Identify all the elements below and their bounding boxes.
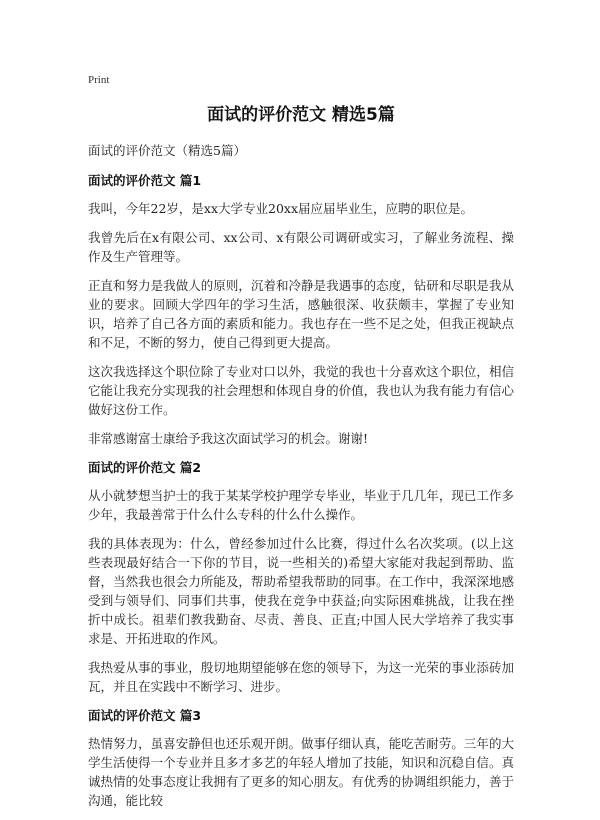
- paragraph: 我曾先后在x有限公司、xx公司、x有限公司调研或实习，了解业务流程、操作及生产管理等。: [88, 230, 514, 264]
- paragraph: 热情努力，虽喜安静但也还乐观开朗。做事仔细认真，能吃苦耐劳。三年的大学生活使得一个专业并且多才多艺的年轻人增加了技能，知识和沉稳自信。真诚热情的处事态度让我拥有了更多的知心朋友。有优秀的协调组织能力，善于沟通，能比较: [88, 736, 514, 808]
- document-subtitle: 面试的评价范文（精选5篇）: [88, 143, 246, 158]
- print-link[interactable]: Print: [88, 74, 110, 86]
- paragraph: 正直和努力是我做人的原则，沉着和冷静是我遇事的态度，钻研和尽职是我从业的要求。回顾大学四年的学习生活，感触很深、收获颇丰，掌握了专业知识，培养了自己各方面的素质和能力。我也存在一些不足之处，但我正视缺点和不足，不断的努力，使自己得到更大提高。: [88, 278, 514, 350]
- section-2: [88, 458, 514, 696]
- section-heading: 面试的评价范文 篇3: [88, 708, 202, 723]
- paragraph: 我热爱从事的事业，殷切地期望能够在您的领导下，为这一光荣的事业添砖加瓦，并且在实践中不断学习、进步。: [88, 660, 514, 694]
- paragraph: 这次我选择这个职位除了专业对口以外，我觉的我也十分喜欢这个职位，相信它能让我充分实现我的社会理想和体现自身的价值，我也认为我有能力有信心做好这份工作。: [88, 364, 514, 417]
- section-3: [88, 706, 514, 810]
- document-page: [88, 68, 514, 820]
- paragraph: 从小就梦想当护士的我于某某学校护理学专毕业，毕业于几几年，现已工作多少年，我最善常于什么什么专科的什么什么操作。: [88, 488, 514, 522]
- paragraph: 非常感谢富士康给予我这次面试学习的机会。谢谢!: [88, 431, 369, 446]
- section-1: [88, 171, 514, 448]
- section-heading: 面试的评价范文 篇2: [88, 460, 202, 475]
- page-title: 面试的评价范文 精选5篇: [207, 105, 395, 125]
- section-heading: 面试的评价范文 篇1: [88, 173, 202, 188]
- paragraph: 我叫，今年22岁，是xx大学专业20xx届应届毕业生，应聘的职位是。: [88, 201, 474, 216]
- paragraph: 我的具体表现为：什么，曾经参加过什么比赛，得过什么名次奖项。(以上这些表现最好结合一下你的节目，说一些相关的)希望大家能对我起到帮助、监督，当然我也很会力所能及，帮助希望我帮助的同事。在工作中，我深深地感受到与领导们、同事们共事，使我在竞争中获益;向实际困难挑战，让我在挫折中成长。祖辈们教我勤奋、尽责、善良、正直;中国人民大学培养了我实事求是、开拓进取的作风。: [88, 536, 514, 646]
